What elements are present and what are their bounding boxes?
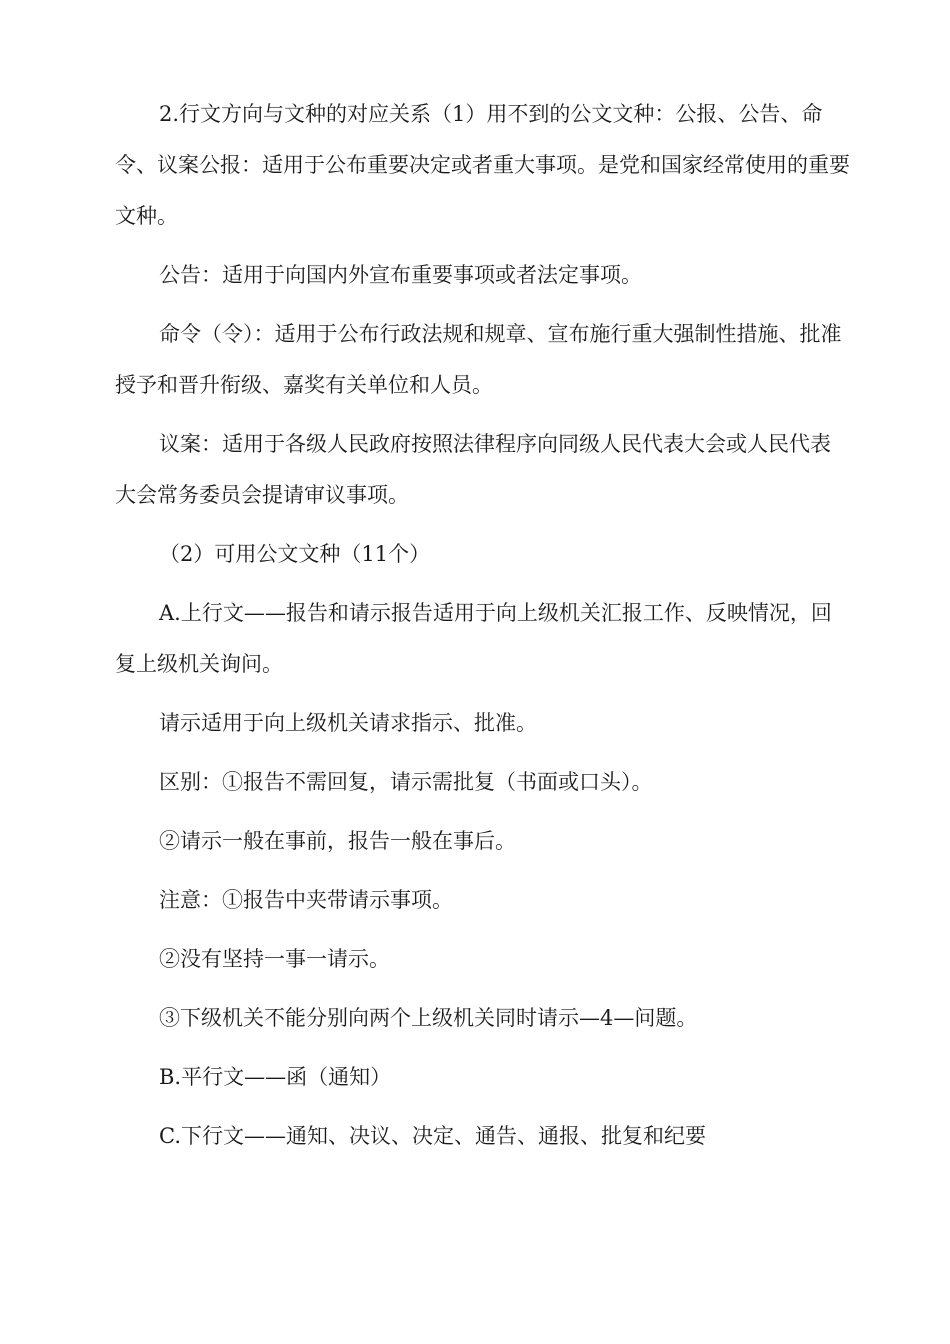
paragraph-difference-1: 区别：①报告不需回复，请示需批复（书面或口头）。 xyxy=(159,770,653,794)
paragraph-usable-types: （2）可用公文文种（11个） xyxy=(159,542,431,566)
paragraph-downward-documents: C.下行文——通知、决议、决定、通告、通报、批复和纪要 xyxy=(159,1124,706,1148)
paragraph-request: 请示适用于向上级机关请求指示、批准。 xyxy=(159,711,537,735)
paragraph-parallel-documents: B.平行文——函（通知） xyxy=(159,1065,392,1089)
paragraph-upward-documents: A.上行文——报告和请示报告适用于向上级机关汇报工作、反映情况，回复上级机关询问。 xyxy=(115,601,832,676)
paragraph-motion: 议案：适用于各级人民政府按照法律程序向同级人民代表大会或人民代表大会常务委员会提请审议事项。 xyxy=(115,432,831,507)
document-body xyxy=(115,89,850,1162)
paragraph-document-direction: 2.行文方向与文种的对应关系（1）用不到的公文文种：公报、公告、命令、议案公报：适用于公布重要决定或者重大事项。是党和国家经常使用的重要文种。 xyxy=(115,102,850,228)
paragraph-difference-2: ②请示一般在事前，报告一般在事后。 xyxy=(159,829,516,853)
paragraph-order: 命令（令）：适用于公布行政法规和规章、宣布施行重大强制性措施、批准授予和晋升衔级、嘉奖有关单位和人员。 xyxy=(115,322,842,397)
paragraph-note-1: 注意：①报告中夹带请示事项。 xyxy=(159,888,453,912)
paragraph-note-2: ②没有坚持一事一请示。 xyxy=(159,947,390,971)
paragraph-note-3: ③下级机关不能分别向两个上级机关同时请示—4—问题。 xyxy=(159,1006,698,1030)
paragraph-announcement: 公告：适用于向国内外宣布重要事项或者法定事项。 xyxy=(159,263,642,287)
